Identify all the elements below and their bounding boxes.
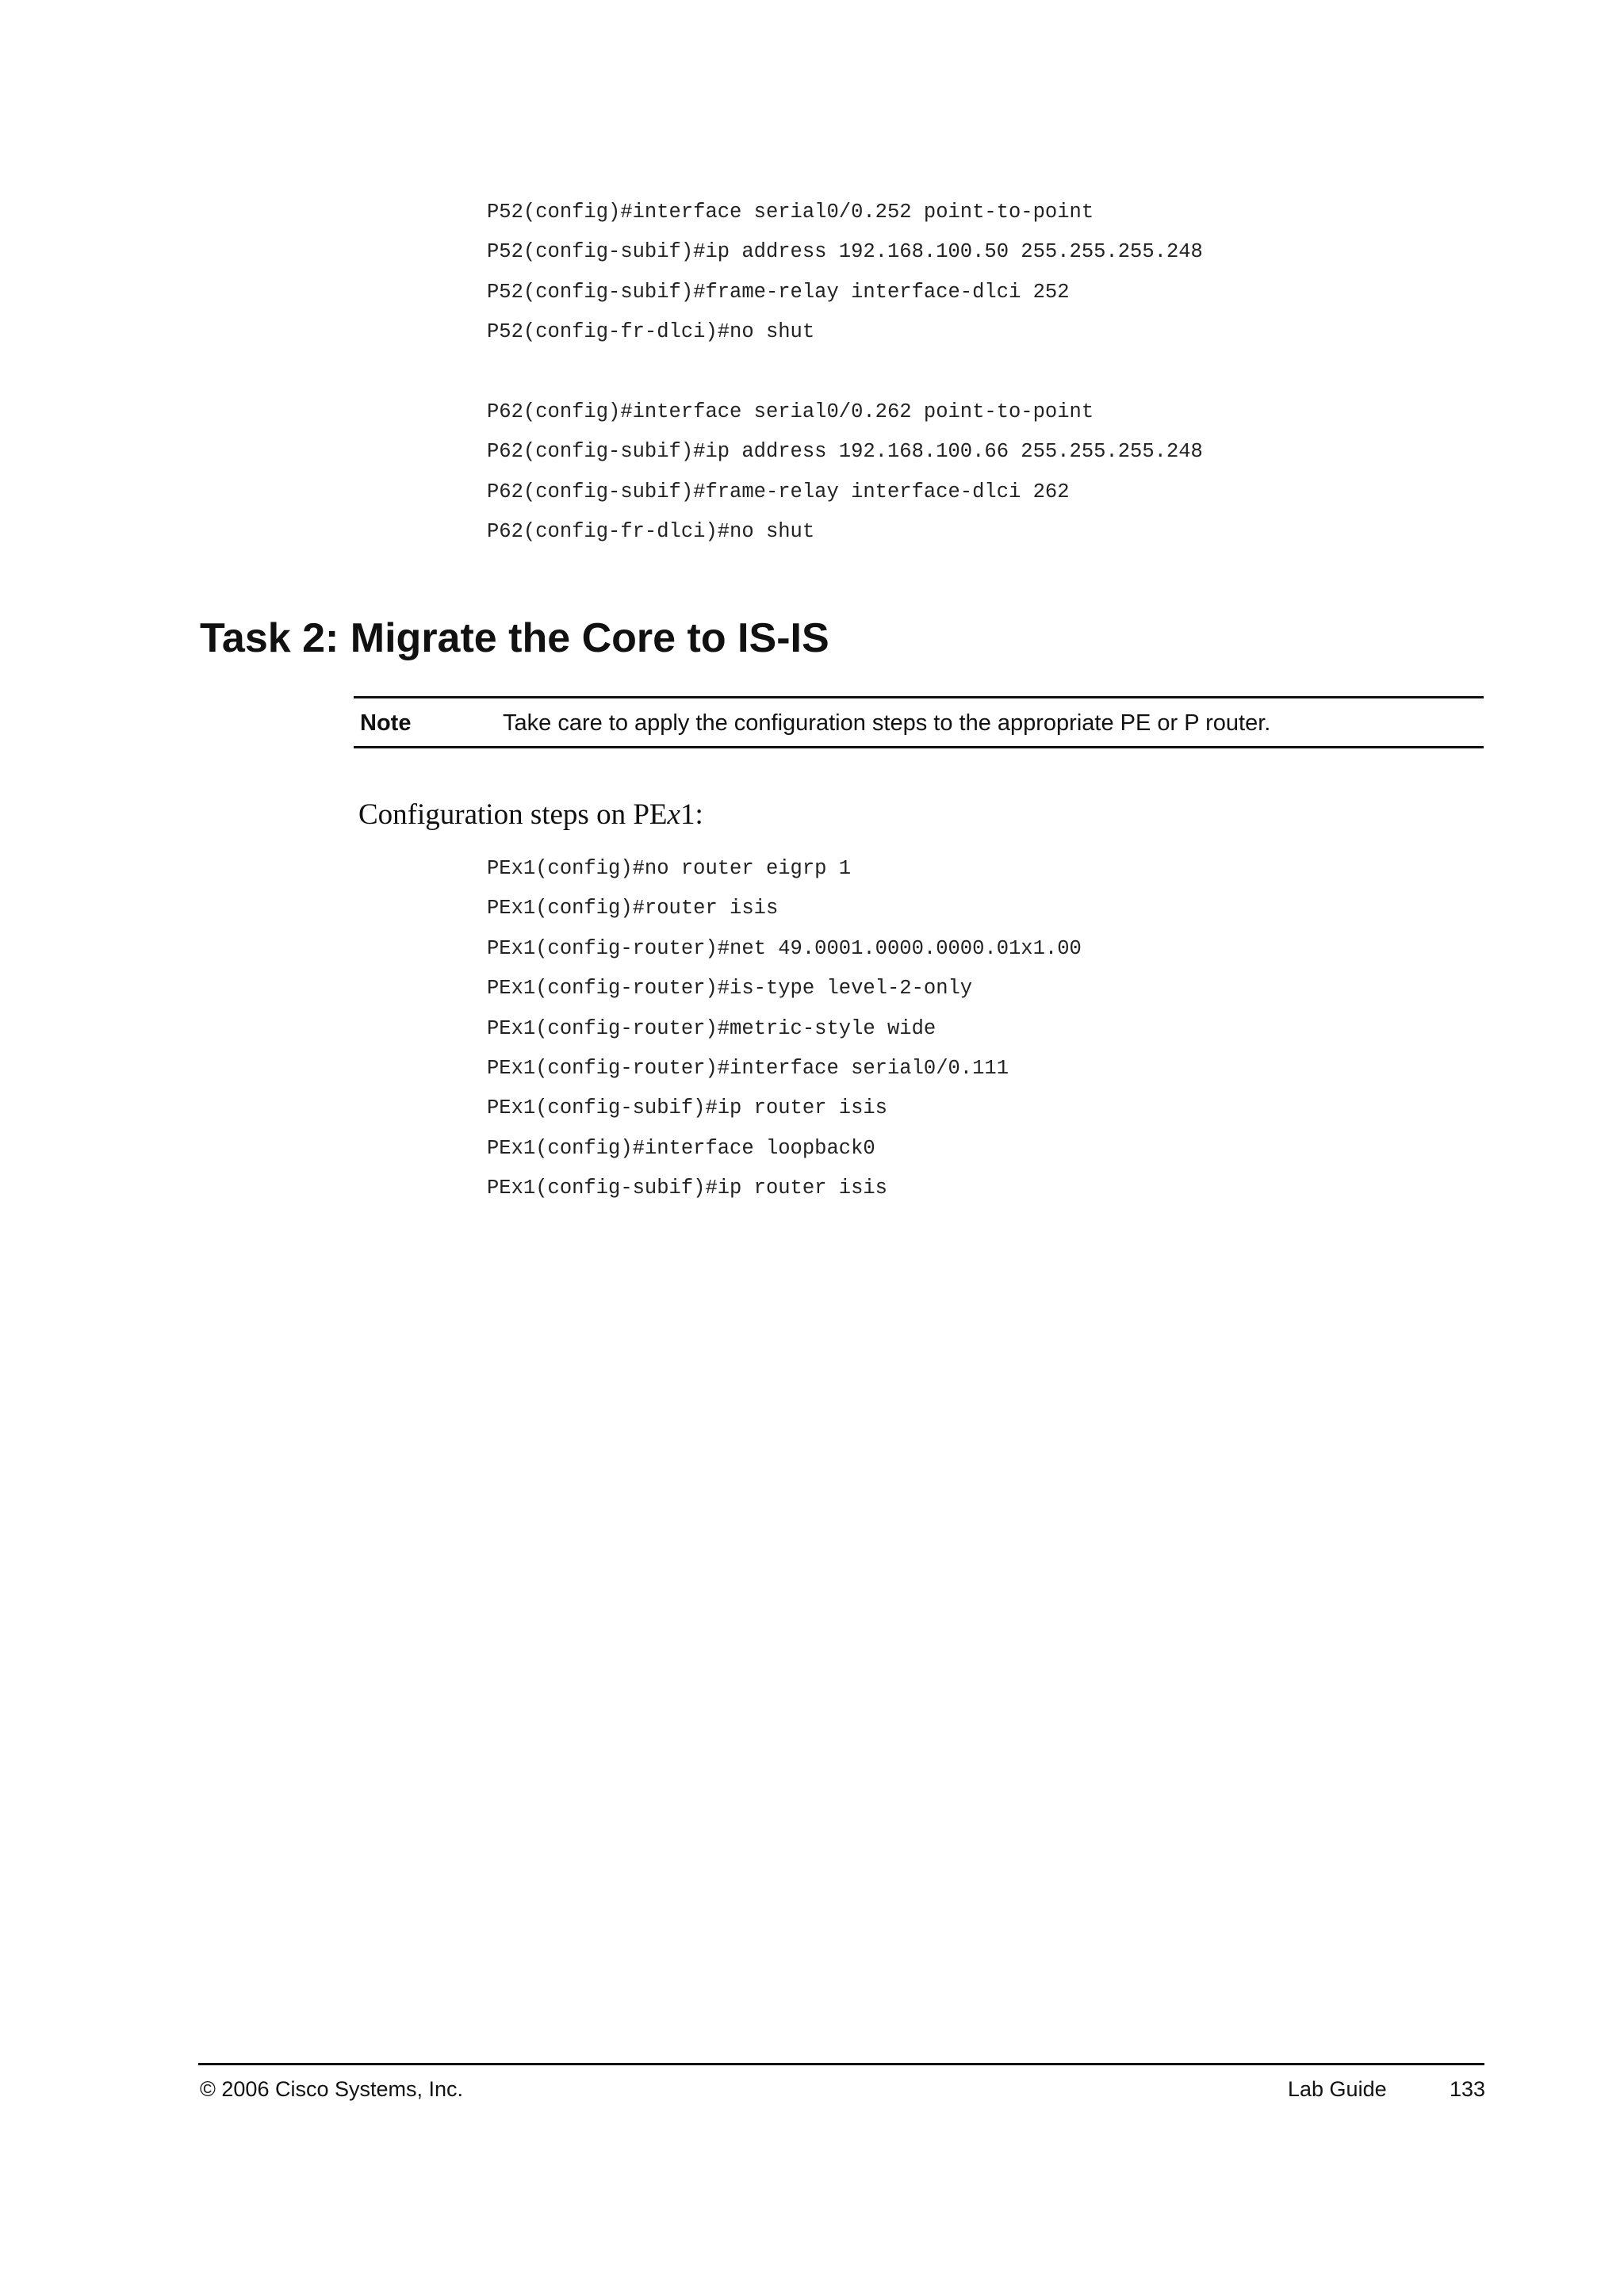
code-line: PEx1(config)#no router eigrp 1 xyxy=(487,857,852,880)
footer-guide-label: Lab Guide xyxy=(1288,2077,1387,2101)
code-block-p52 xyxy=(487,193,1203,353)
task-heading: Task 2: Migrate the Core to IS-IS xyxy=(200,615,829,661)
code-line: PEx1(config)#interface loopback0 xyxy=(487,1136,875,1160)
footer-divider xyxy=(198,2063,1484,2065)
code-line: PEx1(config-router)#metric-style wide xyxy=(487,1016,936,1040)
code-line: P52(config-subif)#frame-relay interface-dlci 252 xyxy=(487,280,1070,304)
note-text: Take care to apply the configuration steps to the appropriate PE or P router. xyxy=(503,710,1271,736)
code-line: PEx1(config)#router isis xyxy=(487,897,779,920)
code-line: P52(config-fr-dlci)#no shut xyxy=(487,320,815,344)
code-line: P62(config-fr-dlci)#no shut xyxy=(487,520,815,544)
footer-page-number: 133 xyxy=(1450,2077,1486,2101)
code-block-p62 xyxy=(487,392,1203,553)
code-line: PEx1(config-router)#net 49.0001.0000.0000.01x1.00 xyxy=(487,936,1082,960)
config-intro-suffix: 1: xyxy=(680,798,703,831)
code-line: P52(config)#interface serial0/0.252 point-to-point xyxy=(487,201,1094,224)
code-line: P62(config-subif)#frame-relay interface-dlci 262 xyxy=(487,480,1070,503)
code-line: PEx1(config-router)#is-type level-2-only xyxy=(487,977,973,1001)
footer-copyright: © 2006 Cisco Systems, Inc. xyxy=(200,2077,464,2101)
code-line: P52(config-subif)#ip address 192.168.100.50 255.255.255.248 xyxy=(487,240,1203,264)
note-label: Note xyxy=(360,710,412,736)
config-steps-intro xyxy=(358,796,703,834)
note-box xyxy=(354,696,1484,748)
config-intro-prefix: Configuration steps on PE xyxy=(358,798,668,831)
config-intro-italic: x xyxy=(667,798,680,831)
code-line: P62(config)#interface serial0/0.262 point-to-point xyxy=(487,400,1094,423)
code-line: PEx1(config-subif)#ip router isis xyxy=(487,1096,887,1120)
code-block-pex1 xyxy=(487,849,1082,1209)
code-line: PEx1(config-subif)#ip router isis xyxy=(487,1177,887,1200)
code-line: PEx1(config-router)#interface serial0/0.111 xyxy=(487,1056,1009,1080)
code-line: P62(config-subif)#ip address 192.168.100.66 255.255.255.248 xyxy=(487,440,1203,464)
